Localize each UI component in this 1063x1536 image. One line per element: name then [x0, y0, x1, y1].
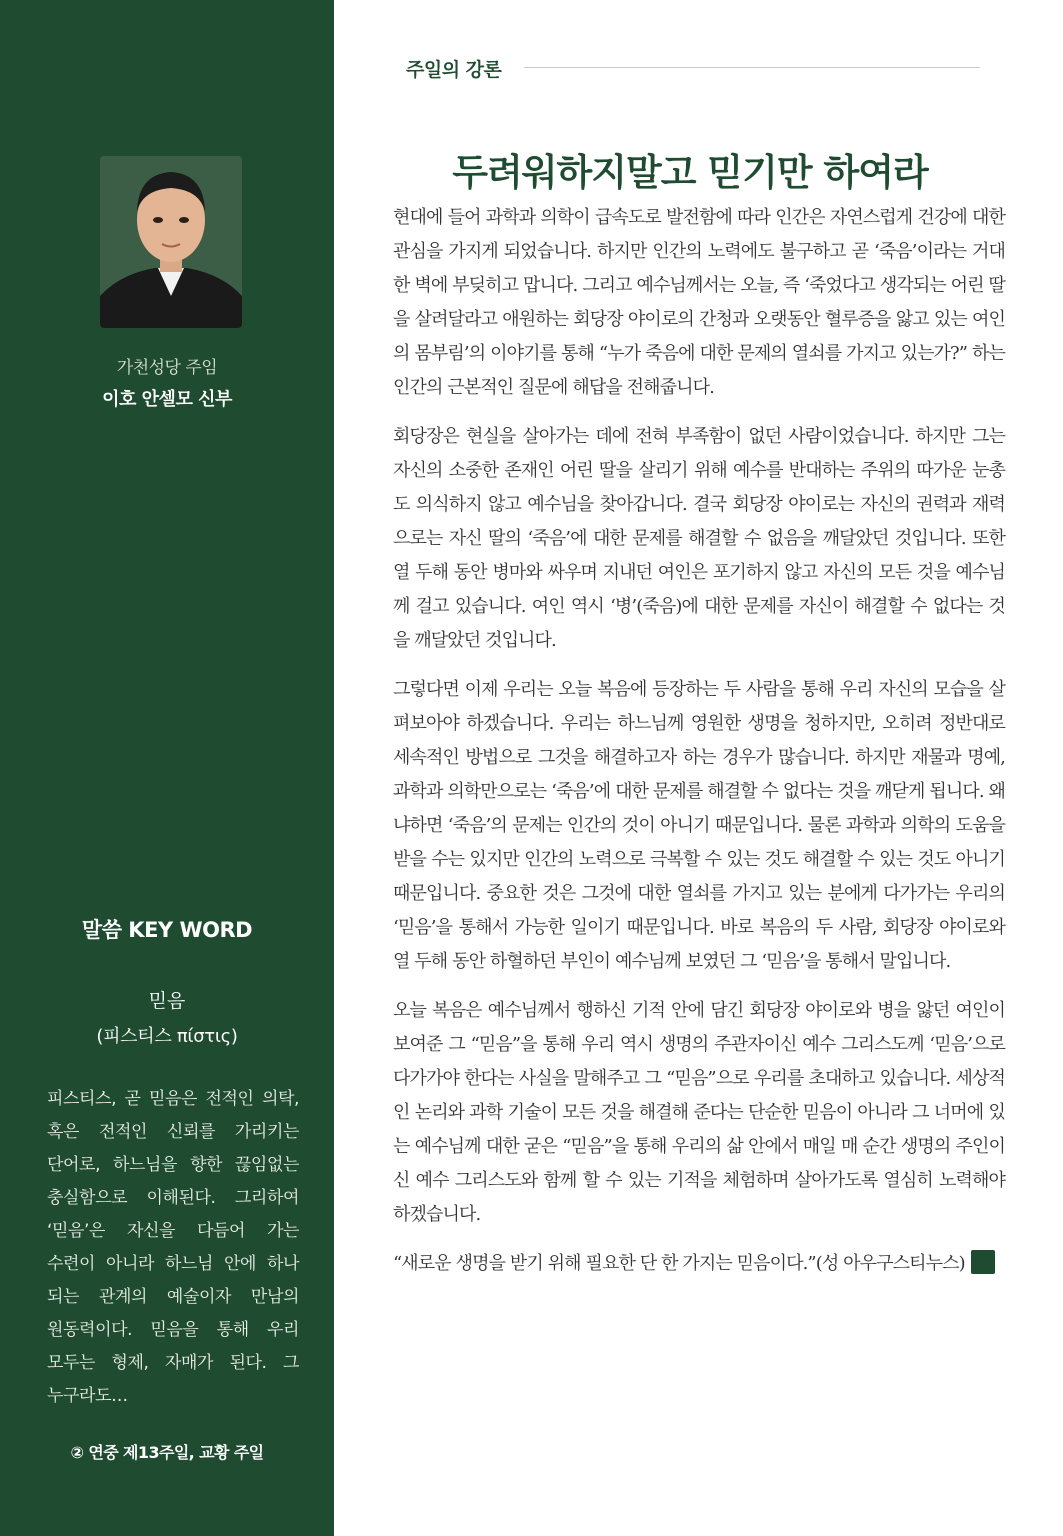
author-role: 가천성당 주임 — [116, 358, 218, 378]
keyword-term: 믿음 — [148, 990, 186, 1012]
section-divider — [524, 67, 980, 68]
article-body — [393, 201, 1005, 1296]
end-mark-icon — [971, 1250, 995, 1274]
liturgical-date-note: ② 연중 제13주일, 교황 주일 — [70, 1443, 264, 1462]
portrait-image — [100, 156, 242, 328]
keyword-description: 피스티스, 곧 믿음은 전적인 의탁, 혹은 전적인 신뢰를 가리키는 단어로, 하느님을 향한 끊임없는 충실함으로 이해된다. 그리하여 ‘믿음’은 자신을 다듬어 가는 수련이 아니라 하느님 안에 하나 되는 관계의 예술이자 만남의 원동력이다. 믿음을 통해 우리 모두는 형제, 자매가 된다. 그 누구라도… — [47, 1089, 299, 1406]
closing-quote: “새로운 생명을 받기 위해 필요한 단 한 가지는 믿음이다.”(성 아우구스티누스) — [393, 1253, 965, 1274]
paragraph-1: 현대에 들어 과학과 의학이 급속도로 발전함에 따라 인간은 자연스럽게 건강에 대한 관심을 가지게 되었습니다. 하지만 인간의 노력에도 불구하고 곧 ‘죽음’이라는 거대한 벽에 부딪히고 맙니다. 그리고 예수님께서는 오늘, 즉 ‘죽었다고 생각되는 어린 딸을 살려달라고 애원하는 회당장 야이로의 간청과 오랫동안 혈루증을 앓고 있는 여인의 몸부림’의 이야기를 통해 “누가 죽음에 대한 문제의 열쇠를 가지고 있는가?” 하는 인간의 근본적인 질문에 해답을 전해줍니다. — [393, 207, 1005, 398]
section-label: 주일의 강론 — [406, 59, 502, 81]
author-name: 이호 안셀모 신부 — [102, 389, 232, 410]
keyword-heading: 말씀 KEY WORD — [81, 918, 253, 942]
paragraph-2: 회당장은 현실을 살아가는 데에 전혀 부족함이 없던 사람이었습니다. 하지만 그는 자신의 소중한 존재인 어린 딸을 살리기 위해 예수를 반대하는 주위의 따가운 눈총도 의식하지 않고 예수님을 찾아갑니다. 결국 회당장 야이로는 자신의 권력과 재력으로는 자신 딸의 ‘죽음’에 대한 문제를 해결할 수 없음을 깨달았던 것입니다. 또한 열 두해 동안 병마와 싸우며 지내던 여인은 포기하지 않고 자신의 모든 것을 예수님께 걸고 있습니다. 여인 역시 ‘병’(죽음)에 대한 문제를 자신이 해결할 수 없다는 것을 깨달았던 것입니다. — [393, 426, 1005, 651]
keyword-greek-term: (피스티스 πίστις) — [96, 1026, 238, 1047]
author-portrait — [100, 156, 242, 328]
paragraph-4: 오늘 복음은 예수님께서 행하신 기적 안에 담긴 회당장 야이로와 병을 앓던 여인이 보여준 그 “믿음”을 통해 우리 역시 생명의 주관자이신 예수 그리스도께 ‘믿음’으로 다가가야 한다는 사실을 말해주고 그 “믿음”으로 우리를 초대하고 있습니다. 세상적인 논리와 과학 기술이 모든 것을 해결해 준다는 단순한 믿음이 아니라 그 너머에 있는 예수님께 대한 굳은 “믿음”을 통해 우리의 삶 안에서 매일 매 순간 생명의 주인이신 예수 그리스도와 함께 할 수 있는 기적을 체험하며 살아가도록 열심히 노력해야 하겠습니다. — [393, 1000, 1005, 1225]
paragraph-3: 그렇다면 이제 우리는 오늘 복음에 등장하는 두 사람을 통해 우리 자신의 모습을 살펴보아야 하겠습니다. 우리는 하느님께 영원한 생명을 청하지만, 오히려 정반대로 세속적인 방법으로 그것을 해결하고자 하는 경우가 많습니다. 하지만 재물과 명예, 과학과 의학만으로는 ‘죽음’에 대한 문제를 해결할 수 없다는 것을 깨닫게 됩니다. 왜냐하면 ‘죽음’의 문제는 인간의 것이 아니기 때문입니다. 물론 과학과 의학의 도움을 받을 수는 있지만 인간의 노력으로 극복할 수 있는 것도 해결할 수 있는 것도 아니기 때문입니다. 중요한 것은 그것에 대한 열쇠를 가지고 있는 분에게 다가가는 우리의 ‘믿음’을 통해서 가능한 일이기 때문입니다. 바로 복음의 두 사람, 회당장 야이로와 열 두해 동안 하혈하던 부인이 예수님께 보였던 그 ‘믿음’을 통해서 말입니다. — [393, 679, 1005, 972]
closing-quote-paragraph — [393, 1247, 1005, 1281]
article-title: 두려워하지말고 믿기만 하여라 — [452, 149, 928, 194]
sidebar — [0, 0, 334, 1536]
